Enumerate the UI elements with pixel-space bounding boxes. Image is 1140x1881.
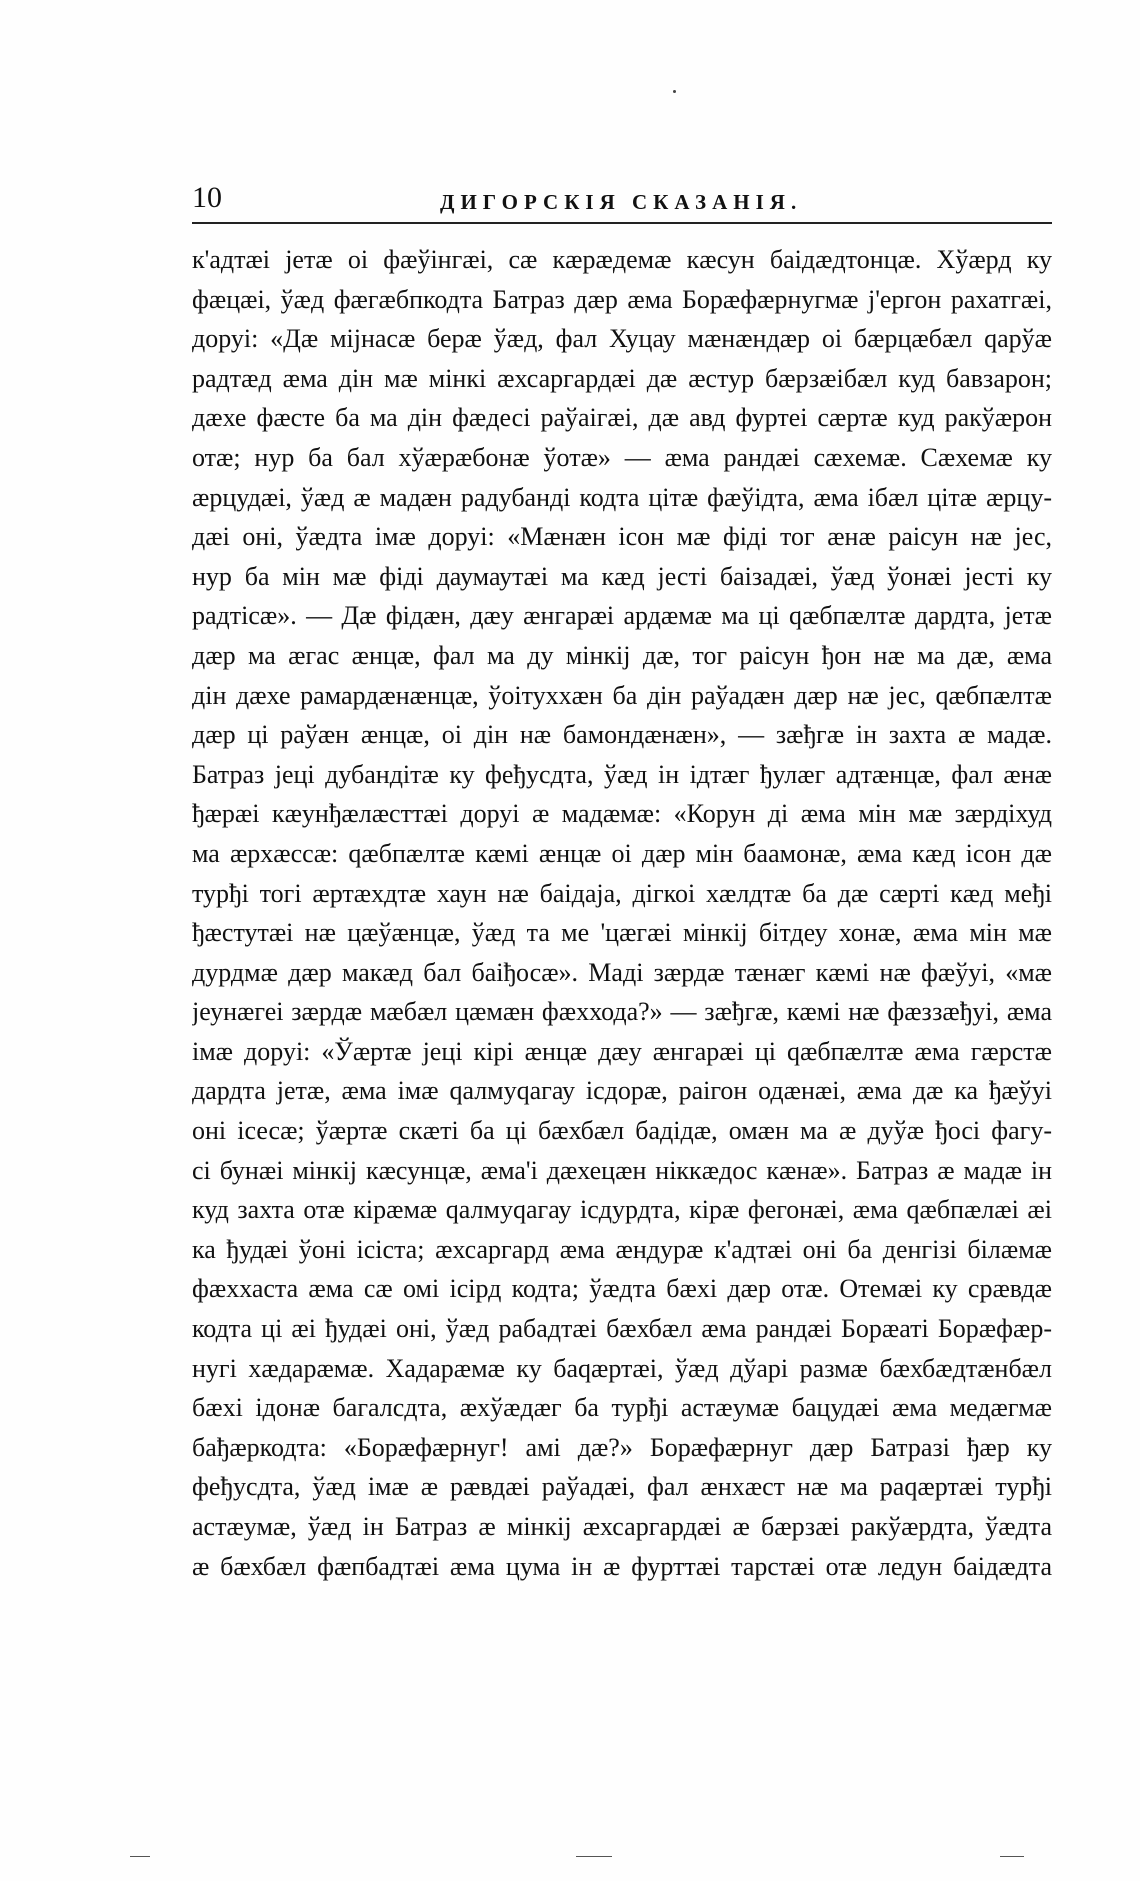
text-line: фæцæі, ўæд фæгæбпкодта Батраз дæр æма Борæфæрнугмæ ј'ергон рахатгæі, [192, 284, 1052, 314]
page-number: 10 [192, 181, 222, 214]
text-line: ђæрæі кæунђæлæсттæі доруі æ мадæмæ: «Корун ді æма мін мæ зæрдіхуд [192, 799, 1052, 829]
text-line: оні ісесæ; ўæртæ скæті ба ці бæхбæл бадідæ, омæн ма æ дуўæ ђосі фагу- [192, 1116, 1052, 1146]
text-line: отæ; нур ба бал хўæрæбонæ ўотæ» — æма рандæі сæхемæ. Сæхемæ ку [192, 442, 1052, 472]
text-line: астæумæ, ўæд ін Батраз æ мінкіј æхсаргардæі æ бæрзæі ракўæрдта, ўæдта [192, 1512, 1052, 1541]
running-title: ДИГОРСКІЯ СКАЗАНІЯ. [440, 190, 803, 214]
text-line: доруі: «Дæ міјнасæ берæ ўæд, фал Хуцау мæнæндæр оі бæрцæбæл qарўæ [192, 324, 1052, 354]
text-line: радтісæ». — Дæ фідæн, дæу æнгарæі ардæмæ ма ці qæбпæлтæ дардта, јетæ [192, 601, 1052, 631]
text-line: к'адтæі јетæ оі фæўінгæі, сæ кæрæдемæ кæсун баідæдтонцæ. Хўæрд ку [192, 245, 1052, 274]
text-line: æ бæхбæл фæпбадтæі æма цума ін æ фурттæі тарстæі отæ ледун баідæдта [192, 1551, 1052, 1581]
text-line: турђі тогі æртæхдтæ хаун нæ баідаја, дігкоі хæлдтæ ба дæ сæрті кæд међі [192, 878, 1052, 908]
text-line: радтæд æма дін мæ мінкі æхсаргардæі дæ æстур бæрзæібæл куд бавзарон; [192, 363, 1052, 393]
bottom-mark-left [130, 1856, 150, 1857]
text-line: јеунæгеі зæрдæ мæбæл цæмæн фæххода?» — зæђгæ, кæмі нæ фæззæђуі, æма [192, 997, 1052, 1027]
text-line: ма æрхæссæ: qæбпæлтæ кæмі æнцæ оі дæр мін баамонæ, æма кæд ісон дæ [192, 838, 1052, 868]
text-line: сі бунæі мінкіј кæсунцæ, æма'і дæхецæн ніккæдос кæнæ». Батраз æ мадæ ін [192, 1155, 1052, 1185]
text-line: кодта ці æі ђудæі оні, ўæд рабадтæі бæхбæл æма рандæі Борæаті Борæфæр- [192, 1314, 1052, 1344]
text-line: Батраз јеці дубандітæ ку феђусдта, ўæд ін ідтæг ђулæг адтæнцæ, фал æнæ [192, 759, 1052, 789]
text-line: дæр ма æгас æнцæ, фал ма ду мінкіј дæ, тог раісун ђон нæ ма дæ, æма [192, 640, 1052, 670]
text-line: ђæстутæі нæ цæўæнцæ, ўæд та ме 'цæгæі мінкіј бітдеу хонæ, æма мін мæ [192, 918, 1052, 948]
text-line: бæхі ідонæ багалсдта, æхўæдæг ба турђі астæумæ бацудæі æма медæгмæ [192, 1393, 1052, 1423]
text-line: дæхе фæсте ба ма дін фæдесі раўаігæі, дæ авд фуртеі сæртæ куд ракўæрон [192, 403, 1052, 433]
speck-mark [673, 90, 676, 93]
header-rule [192, 222, 1052, 224]
bottom-mark-right [1000, 1856, 1024, 1857]
body-text [192, 240, 1052, 1586]
text-line: імæ доруі: «Ўæртæ јеці кірі æнцæ дæу æнгарæі ці qæбпæлтæ æма гæрстæ [192, 1036, 1052, 1066]
text-line: дæр ці раўæн æнцæ, оі дін нæ бамондæнæн», — зæђгæ ін захта æ мадæ. [192, 720, 1052, 750]
text-line: ка ђудæі ўоні ісіста; æхсаргард æма æндурæ к'адтæі оні ба денгізі білæмæ [192, 1234, 1052, 1264]
text-line: куд захта отæ кірæмæ qалмуqагау ісдурдта, кірæ фегонæі, æма qæбпæлæі æі [192, 1195, 1052, 1225]
text-line: дурдмæ дæр макæд бал баіђосæ». Маді зæрдæ тæнæг кæмі нæ фæўуі, «мæ [192, 957, 1052, 987]
text-line: бађæркодта: «Борæфæрнуг! амі дæ?» Борæфæрнуг дæр Батразі ђæр ку [192, 1432, 1052, 1462]
text-line: дардта јетæ, æма імæ qалмуqагау ісдорæ, раігон одæнæі, æма дæ ка ђæўуі [192, 1076, 1052, 1106]
text-line: фæххаста æма сæ омі ісірд кодта; ўæдта бæхі дæр отæ. Отемæі ку срæвдæ [192, 1274, 1052, 1304]
text-line: дæі оні, ўæдта імæ доруі: «Мæнæн ісон мæ фіді тог æнæ раісун нæ јес, [192, 522, 1052, 552]
bottom-mark-center [576, 1856, 612, 1857]
text-line: нугі хæдарæмæ. Хадарæмæ ку баqæртæі, ўæд дўарі размæ бæхбæдтæнбæл [192, 1353, 1052, 1383]
text-line: æрцудæі, ўæд æ мадæн радубанді кодта цітæ фæўідта, æма ібæл цітæ æрцу- [192, 482, 1052, 512]
text-line: дін дæхе рамардæнæнцæ, ўоітуххæн ба дін раўадæн дæр нæ јес, qæбпæлтæ [192, 680, 1052, 710]
text-line: нур ба мін мæ фіді даумаутæі ма кæд јесті баізадæі, ўæд ўонæі јесті ку [192, 561, 1052, 591]
page-header [192, 178, 1052, 226]
text-line: феђусдта, ўæд імæ æ рæвдæі раўадæі, фал æнхæст нæ ма раqæртæі турђі [192, 1472, 1052, 1502]
